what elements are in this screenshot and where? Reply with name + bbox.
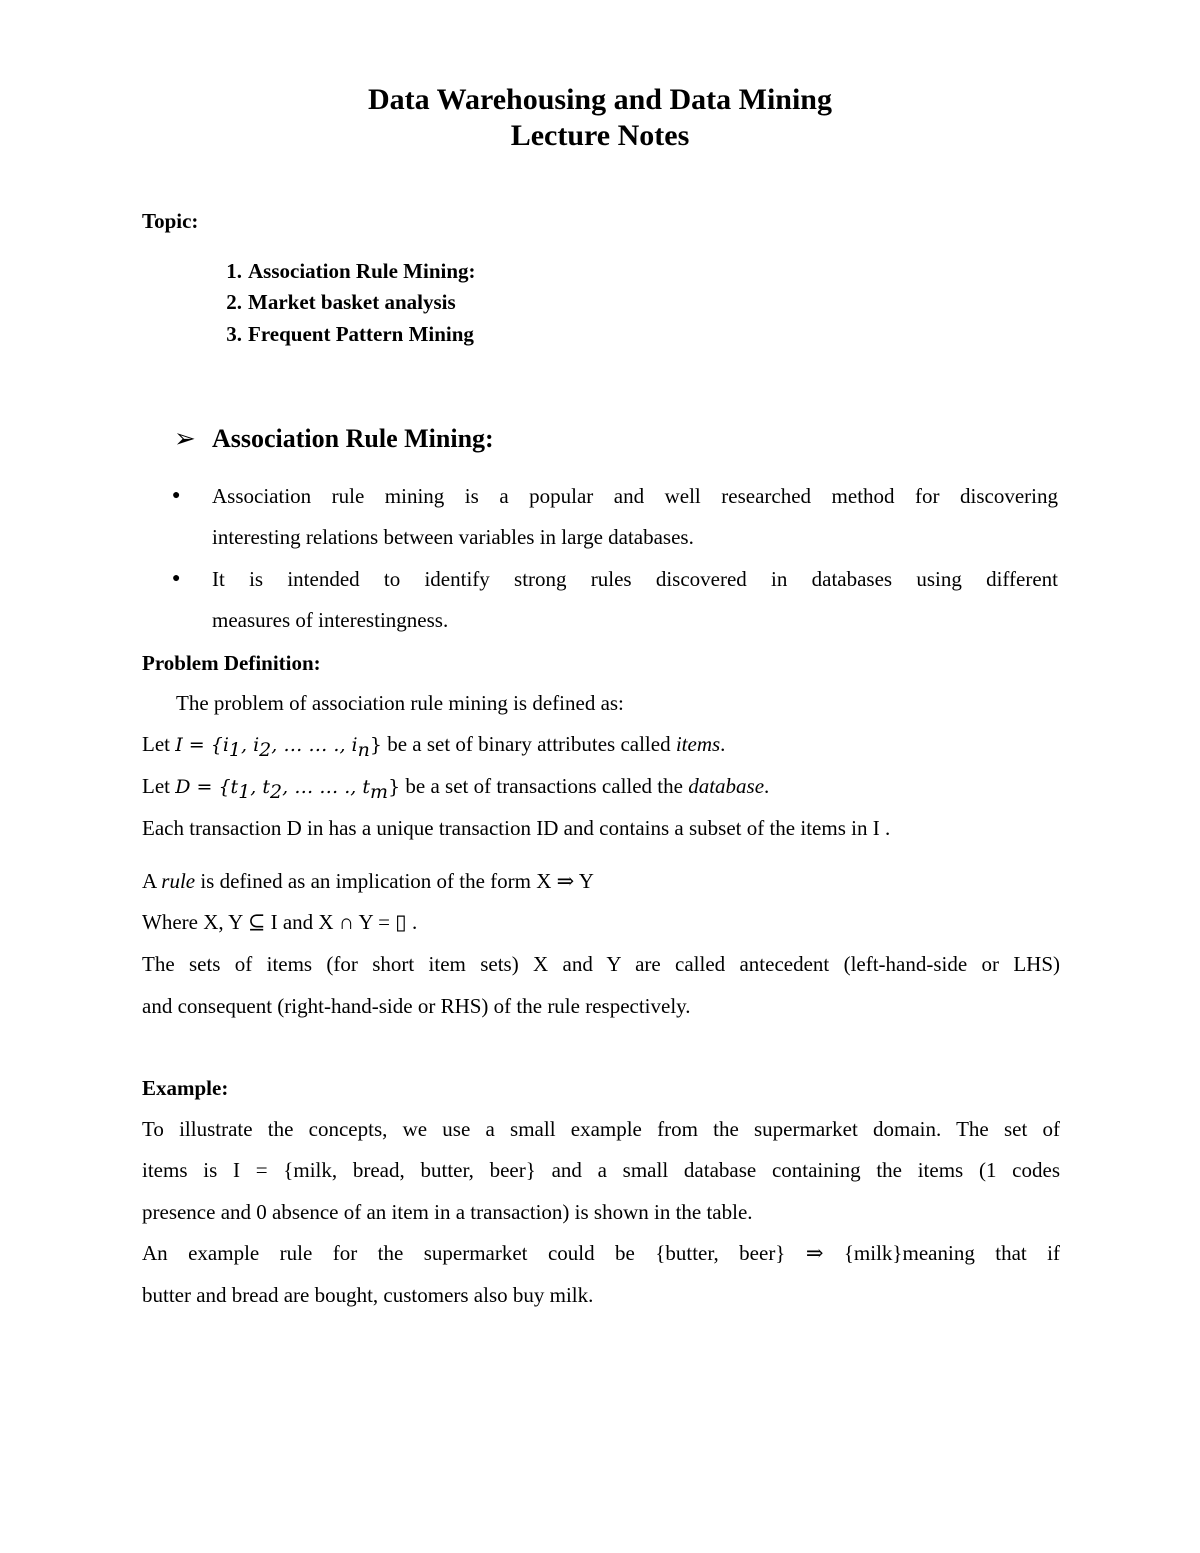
example-label: Example: — [142, 1076, 229, 1100]
topic-item-2 — [206, 289, 1124, 315]
item-sets-line-2: and consequent (right-hand-side or RHS) of the rule respectively. — [142, 994, 691, 1018]
text-fragment: Let — [142, 774, 176, 798]
example-line-3: presence and 0 absence of an item in a transaction) is shown in the table. — [142, 1200, 753, 1224]
example-line-1: To illustrate the concepts, we use a small example from the supermarket domain. The set of — [142, 1117, 1060, 1141]
topic-item-3 — [206, 321, 1124, 347]
bullet-1-line-2: interesting relations between variables in large databases. — [212, 525, 694, 549]
math-fragment: I = {i — [175, 734, 229, 756]
text-fragment: is defined as an implication of the form X ⇒ Y — [195, 869, 594, 893]
topic-item-number: 1. — [226, 259, 242, 283]
document-subtitle: Lecture Notes — [510, 119, 690, 152]
example-line-4: An example rule for the supermarket could be {butter, beer} ⇒ {milk}meaning that if — [142, 1241, 1060, 1265]
arrow-bullet-icon: ➢ — [174, 424, 196, 453]
text-fragment: be a set of binary attributes called — [381, 732, 676, 756]
problem-definition-label: Problem Definition: — [142, 651, 321, 675]
italic-term: database — [688, 774, 765, 798]
bullet-1-line-1: Association rule mining is a popular and well researched method for discovering — [212, 484, 1058, 508]
where-line: Where X, Y ⊆ I and X ∩ Y = ▯ . — [142, 910, 418, 934]
each-transaction-line: Each transaction D in has a unique transaction ID and contains a subset of the items in I . — [142, 816, 891, 840]
bullet-dot-icon: ● — [172, 571, 181, 586]
let-database-line: Let $D = \{t_1$, $t_2$, … … ., $t_m$} be a set of transactions called the database. — [142, 774, 770, 804]
topic-item-text: Association Rule Mining: — [248, 259, 476, 283]
problem-intro: The problem of association rule mining is defined as: — [176, 691, 624, 715]
italic-term: rule — [161, 869, 196, 893]
let-items-line: Let $I = \{i_1$, $i_2$, … … ., $i_n$} be a set of binary attributes called items. — [142, 732, 726, 762]
topic-item-number: 3. — [226, 322, 242, 346]
topic-item-number: 2. — [226, 290, 242, 314]
section-heading: Association Rule Mining: — [212, 424, 494, 453]
math-fragment: , … … ., i — [271, 734, 358, 756]
topic-item-1 — [206, 258, 1124, 284]
bullet-dot-icon: ● — [172, 488, 181, 503]
topic-item-text: Frequent Pattern Mining — [248, 322, 474, 346]
bullet-2-line-2: measures of interestingness. — [212, 608, 449, 632]
topic-label: Topic: — [142, 209, 199, 233]
italic-term: items — [675, 732, 721, 756]
text-fragment: Let — [142, 732, 176, 756]
document-title: Data Warehousing and Data Mining — [368, 83, 832, 116]
item-sets-line-1: The sets of items (for short item sets) X and Y are called antecedent (left-hand-side or LHS) — [142, 952, 1060, 976]
topic-item-text: Market basket analysis — [248, 290, 456, 314]
text-fragment: A — [142, 869, 162, 893]
example-line-5: butter and bread are bought, customers also buy milk. — [142, 1283, 594, 1307]
bullet-2-line-1: It is intended to identify strong rules discovered in databases using different — [212, 567, 1058, 591]
example-line-2: items is I = {milk, bread, butter, beer} and a small database containing the items (1 codes — [142, 1158, 1060, 1182]
rule-definition-line — [142, 868, 1060, 894]
text-fragment: be a set of transactions called the — [400, 774, 689, 798]
